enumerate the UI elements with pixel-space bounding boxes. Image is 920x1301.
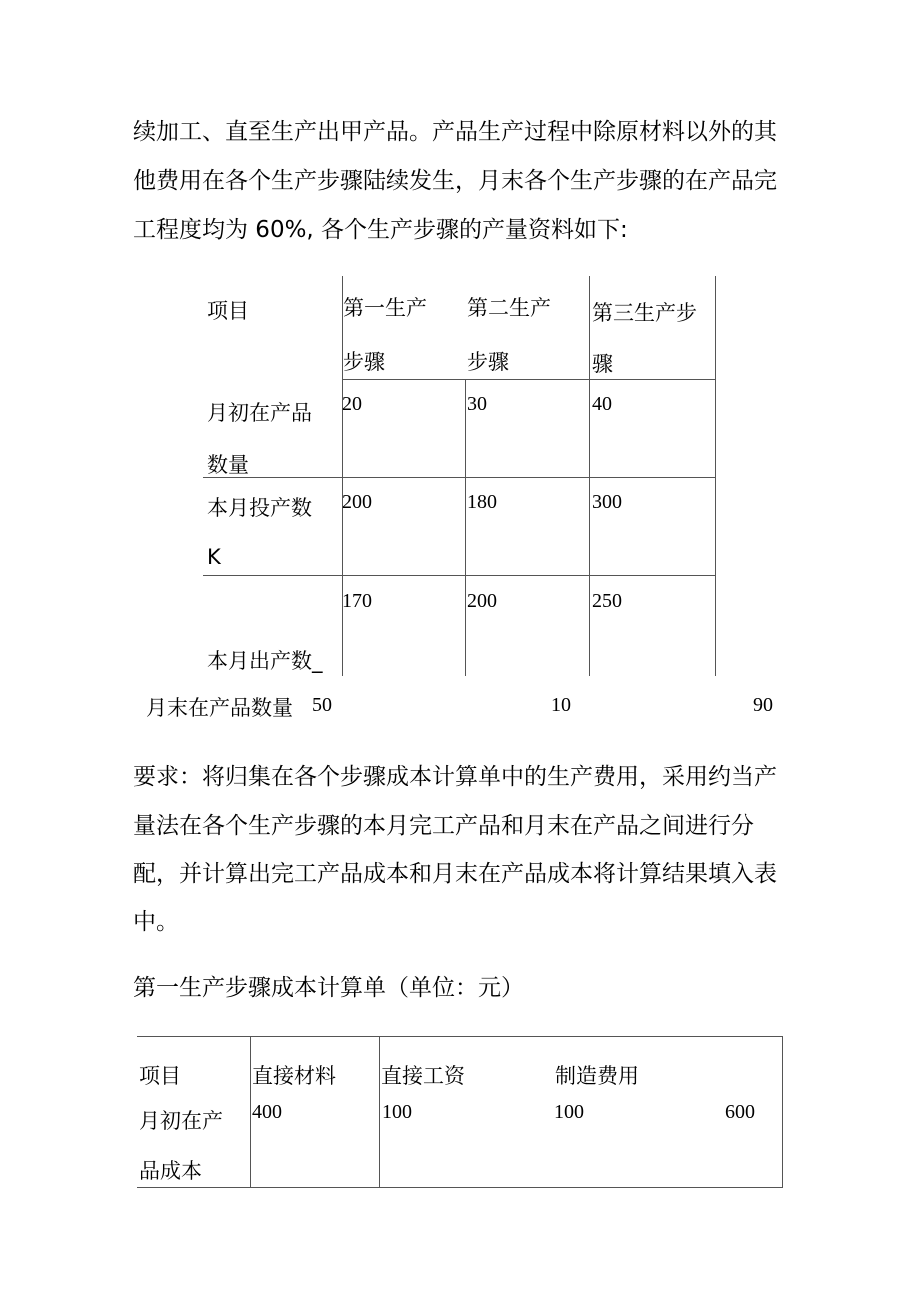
table-vline-4	[715, 276, 716, 676]
table-hline-row1	[203, 477, 715, 478]
requirement-line-4: 中。	[133, 909, 179, 935]
row1-step1-value: 20	[342, 393, 362, 415]
cost-table-bottom-border	[137, 1187, 783, 1188]
ending-row-label: 月末在产品数量	[146, 696, 293, 720]
row1-label-line2: 数量	[207, 453, 249, 477]
header-step2-line2: 步骤	[467, 350, 509, 374]
table-hline-header	[342, 379, 715, 380]
cost-table-title: 第一生产步骤成本计算单（单位：元）	[133, 975, 524, 1001]
table-vline-2	[465, 380, 466, 676]
requirement-line-3: 配，并计算出完工产品成本和月末在产品成本将计算结果填入表	[133, 861, 777, 887]
ending-step2-value: 10	[551, 694, 571, 716]
row1-step3-value: 40	[592, 393, 612, 415]
header-step3-line1: 第三生产步	[592, 301, 697, 325]
ending-step3-value: 90	[753, 694, 773, 716]
cost-header-material: 直接材料	[252, 1064, 336, 1088]
table-hline-row2	[203, 575, 715, 576]
header-step1-line1: 第一生产	[343, 296, 427, 320]
row1-step2-value: 30	[467, 393, 487, 415]
header-item: 项目	[207, 299, 249, 323]
row2-step1-value: 200	[342, 491, 372, 513]
intro-line-3: 工程度均为 60%, 各个生产步骤的产量资料如下:	[133, 217, 628, 243]
cost-row-label-line2: 品成本	[139, 1159, 202, 1183]
requirement-line-2: 量法在各个生产步骤的本月完工产品和月末在产品之间进行分	[133, 813, 754, 839]
cost-table-vline-1	[250, 1036, 251, 1188]
intro-line-1: 续加工、直至生产出甲产品。产品生产过程中除原材料以外的其	[133, 119, 777, 145]
requirement-line-1: 要求：将归集在各个步骤成本计算单中的生产费用，采用约当产	[133, 764, 777, 790]
intro-line-2: 他费用在各个生产步骤陆续发生，月末各个生产步骤的在产品完	[133, 168, 777, 194]
ending-step1-value: 50	[312, 694, 332, 716]
table-vline-1	[342, 276, 343, 676]
row3-step2-value: 200	[467, 590, 497, 612]
cost-row-overhead-value: 100	[554, 1101, 584, 1123]
cost-row-material-value: 400	[252, 1101, 282, 1123]
cost-table-vline-3	[782, 1036, 783, 1188]
cost-header-overhead: 制造费用	[555, 1064, 639, 1088]
cost-row-wage-value: 100	[382, 1101, 412, 1123]
row2-label-line2: K	[207, 545, 221, 569]
cost-row-label-line1: 月初在产	[139, 1109, 223, 1133]
cost-table-vline-2	[379, 1036, 380, 1188]
header-step1-line2: 步骤	[343, 350, 385, 374]
cost-header-item: 项目	[139, 1064, 181, 1088]
row2-label-line1: 本月投产数	[207, 496, 312, 520]
header-step3-line2: 骤	[592, 352, 613, 376]
table-vline-3	[589, 276, 590, 676]
cost-header-wage: 直接工资	[381, 1064, 465, 1088]
cost-row-total-value: 600	[725, 1101, 755, 1123]
row3-step1-value: 170	[342, 590, 372, 612]
row2-step3-value: 300	[592, 491, 622, 513]
row3-label: 本月出产数_	[207, 649, 323, 673]
header-step2-line1: 第二生产	[467, 296, 551, 320]
row2-step2-value: 180	[467, 491, 497, 513]
row1-label-line1: 月初在产品	[207, 401, 312, 425]
cost-table-top-border	[137, 1036, 783, 1037]
row3-step3-value: 250	[592, 590, 622, 612]
